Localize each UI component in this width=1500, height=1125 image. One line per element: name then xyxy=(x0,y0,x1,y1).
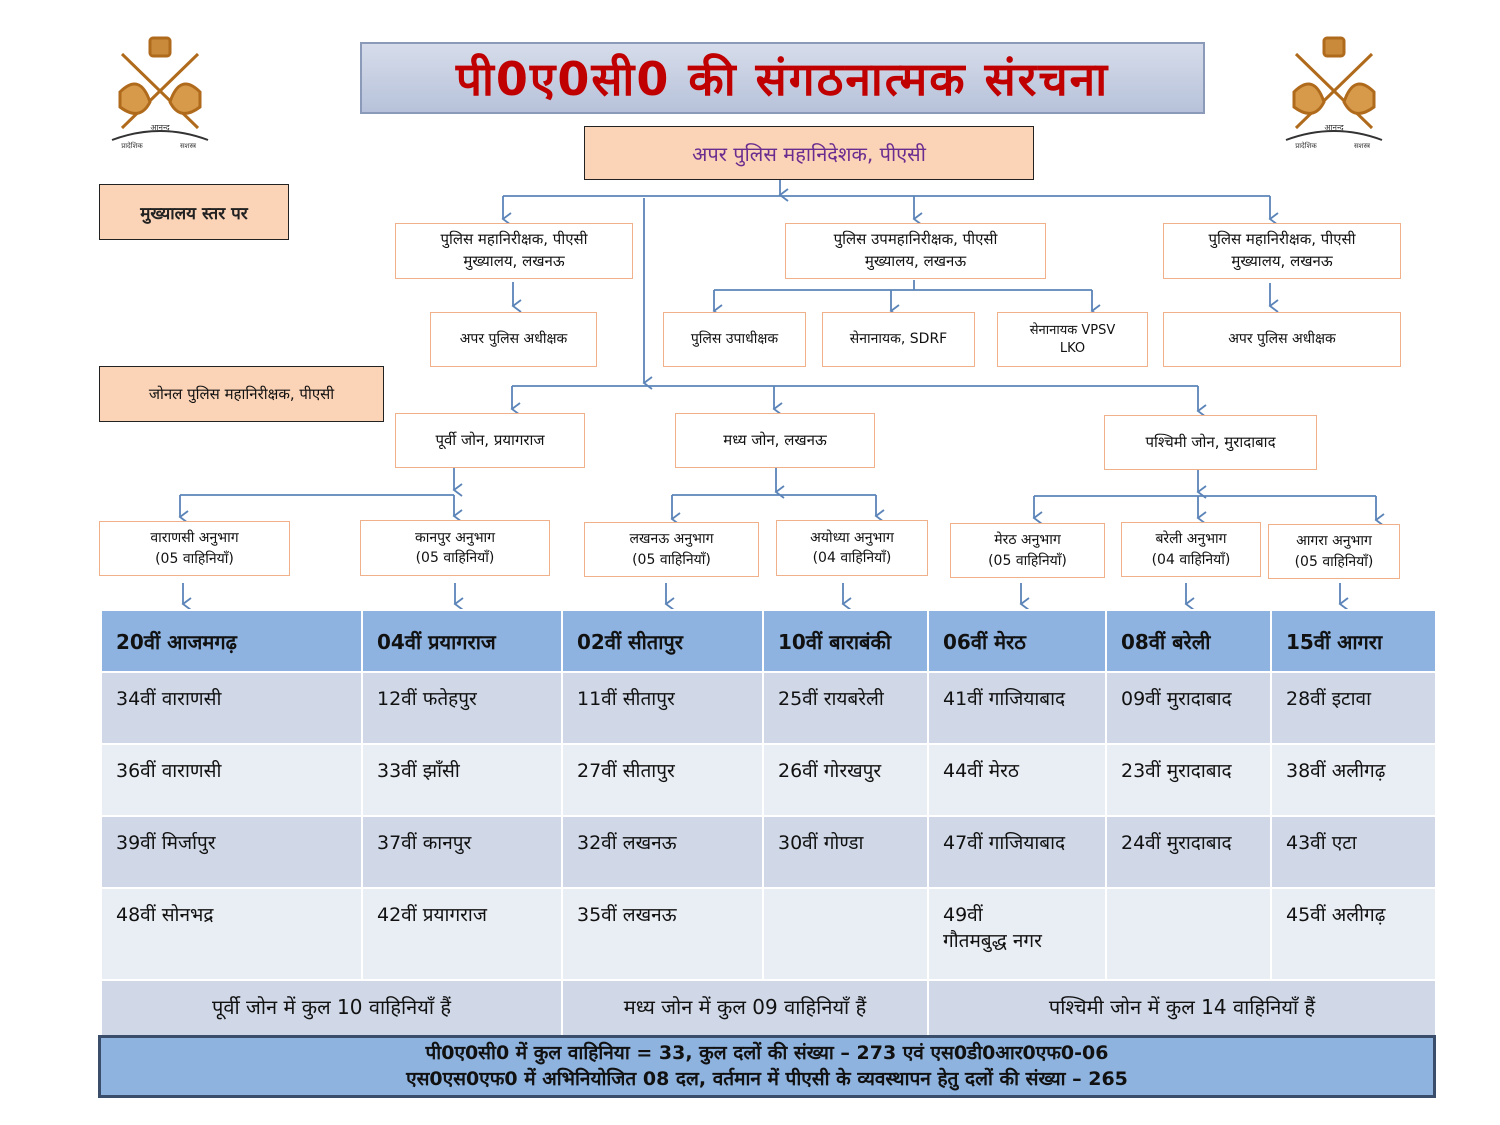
total-central: मध्य जोन में कुल 09 वाहिनियाँ हैं xyxy=(562,980,928,1076)
ig-hq-left-box xyxy=(395,223,633,279)
table-header-cell: 10वीं बाराबंकी xyxy=(763,610,928,672)
section-meerut-box xyxy=(950,523,1105,578)
section-count: (05 वाहिनियाँ) xyxy=(155,550,234,567)
page-title: पी0ए0सी0 की संगठनात्मक संरचना xyxy=(455,52,1110,106)
table-cell xyxy=(763,888,928,980)
table-row xyxy=(101,744,1436,816)
table-cell: 48वीं सोनभद्र xyxy=(101,888,362,980)
table-cell: 43वीं एटा xyxy=(1271,816,1436,888)
section-name: कानपुर अनुभाग xyxy=(414,529,496,546)
table-row xyxy=(101,816,1436,888)
summary-line-1: पी0ए0सी0 में कुल वाहिनिया = 33, कुल दलों की संख्या – 273 एवं एस0डी0आर0एफ0-06 xyxy=(425,1041,1109,1064)
asp-right-box xyxy=(1163,312,1401,367)
svg-text:सशस्त्र: सशस्त्र xyxy=(1353,142,1371,150)
table-cell: 24वीं मुरादाबाद xyxy=(1106,816,1271,888)
section-count: (04 वाहिनियाँ) xyxy=(1151,551,1231,568)
section-count: (04 वाहिनियाँ) xyxy=(812,550,892,566)
commandant-sdrf-box xyxy=(822,312,975,367)
table-cell: 33वीं झाँसी xyxy=(362,744,562,816)
table-header-cell: 06वीं मेरठ xyxy=(928,610,1106,672)
asp-left-label: अपर पुलिस अधीक्षक xyxy=(459,331,568,348)
emblem-motto: आनन्द xyxy=(150,123,170,132)
table-cell: 49वीं गौतमबुद्ध नगर xyxy=(928,888,1106,980)
zonal-ig-label-box xyxy=(99,366,384,422)
zonal-ig-label: जोनल पुलिस महानिरीक्षक, पीएसी xyxy=(148,385,335,403)
table-header-row xyxy=(101,610,1436,672)
section-ayodhya-box xyxy=(776,520,928,576)
commandant-vpsv-box xyxy=(997,312,1148,367)
table-cell: 27वीं सीतापुर xyxy=(562,744,763,816)
table-row xyxy=(101,672,1436,744)
adg-pac-box xyxy=(584,126,1034,180)
table-cell: 41वीं गाजियाबाद xyxy=(928,672,1106,744)
table-cell: 45वीं अलीगढ़ xyxy=(1271,888,1436,980)
table-cell: 36वीं वाराणसी xyxy=(101,744,362,816)
ig-hq-left-line1: पुलिस महानिरीक्षक, पीएसी xyxy=(440,230,588,249)
table-row xyxy=(101,888,1436,980)
table-cell: 26वीं गोरखपुर xyxy=(763,744,928,816)
table-cell: 38वीं अलीगढ़ xyxy=(1271,744,1436,816)
section-agra-box xyxy=(1268,524,1400,579)
table-cell: 39वीं मिर्जापुर xyxy=(101,816,362,888)
table-cell: 11वीं सीतापुर xyxy=(562,672,763,744)
dig-hq-line1: पुलिस उपमहानिरीक्षक, पीएसी xyxy=(833,230,998,249)
table-cell: 25वीं रायबरेली xyxy=(763,672,928,744)
table-cell: 42वीं प्रयागराज xyxy=(362,888,562,980)
section-varanasi-box xyxy=(99,521,290,576)
section-count: (05 वाहिनियाँ) xyxy=(1294,553,1374,570)
dsp-box xyxy=(663,312,806,367)
table-cell: 44वीं मेरठ xyxy=(928,744,1106,816)
table-cell: 32वीं लखनऊ xyxy=(562,816,763,888)
battalion-table xyxy=(100,609,1437,1077)
section-name: अयोध्या अनुभाग xyxy=(810,529,894,546)
table-header-cell: 20वीं आजमगढ़ xyxy=(101,610,362,672)
zone-east-box xyxy=(395,413,585,468)
adg-pac-label: अपर पुलिस महानिदेशक, पीएसी xyxy=(692,141,926,166)
section-kanpur-box xyxy=(360,520,550,576)
ig-hq-right-line2: मुख्यालय, लखनऊ xyxy=(1231,252,1333,270)
zone-west-label: पश्चिमी जोन, मुरादाबाद xyxy=(1145,432,1276,451)
table-header-cell: 08वीं बरेली xyxy=(1106,610,1271,672)
commandant-sdrf-label: सेनानायक, SDRF xyxy=(849,331,948,348)
total-west: पश्चिमी जोन में कुल 14 वाहिनियाँ हैं xyxy=(928,980,1436,1076)
table-header-cell: 04वीं प्रयागराज xyxy=(362,610,562,672)
ig-hq-right-box xyxy=(1163,223,1401,279)
table-cell: 09वीं मुरादाबाद xyxy=(1106,672,1271,744)
zone-east-label: पूर्वी जोन, प्रयागराज xyxy=(435,430,545,449)
table-cell: 28वीं इटावा xyxy=(1271,672,1436,744)
summary-footer xyxy=(98,1035,1436,1098)
section-name: आगरा अनुभाग xyxy=(1296,533,1372,550)
table-header-cell: 15वीं आगरा xyxy=(1271,610,1436,672)
commandant-vpsv-line2: LKO xyxy=(1059,340,1086,356)
svg-text:आनन्द: आनन्द xyxy=(1324,123,1344,132)
table-cell: 23वीं मुरादाबाद xyxy=(1106,744,1271,816)
table-header-cell: 02वीं सीतापुर xyxy=(562,610,763,672)
section-name: वाराणसी अनुभाग xyxy=(150,530,239,547)
table-cell: 37वीं कानपुर xyxy=(362,816,562,888)
table-cell xyxy=(1106,888,1271,980)
ig-hq-left-line2: मुख्यालय, लखनऊ xyxy=(463,252,565,270)
asp-right-label: अपर पुलिस अधीक्षक xyxy=(1228,331,1336,348)
asp-left-box xyxy=(430,312,597,367)
svg-text:सशस्त्र: सशस्त्र xyxy=(179,142,197,150)
hq-level-label-box xyxy=(99,184,289,240)
summary-line-2: एस0एस0एफ0 में अभिनियोजित 08 दल, वर्तमान में पीएसी के व्यवस्थापन हेतु दलों की संख्या – 265 xyxy=(406,1067,1128,1090)
dig-hq-line2: मुख्यालय, लखनऊ xyxy=(864,252,967,270)
table-cell: 35वीं लखनऊ xyxy=(562,888,763,980)
section-bareilly-box xyxy=(1121,522,1261,577)
dig-hq-box xyxy=(785,223,1046,279)
section-name: लखनऊ अनुभाग xyxy=(629,531,714,548)
svg-text:प्रादेशिक: प्रादेशिक xyxy=(1295,142,1317,150)
section-count: (05 वाहिनियाँ) xyxy=(632,551,711,568)
table-cell: 47वीं गाजियाबाद xyxy=(928,816,1106,888)
svg-text:प्रादेशिक: प्रादेशिक xyxy=(121,142,143,150)
table-cell: 30वीं गोण्डा xyxy=(763,816,928,888)
section-count: (05 वाहिनियाँ) xyxy=(988,552,1067,569)
dsp-label: पुलिस उपाधीक्षक xyxy=(690,331,779,348)
table-cell: 34वीं वाराणसी xyxy=(101,672,362,744)
zone-west-box xyxy=(1104,415,1317,470)
commandant-vpsv-line1: सेनानायक VPSV xyxy=(1029,322,1116,338)
section-lucknow-box xyxy=(584,522,759,577)
table-cell: 12वीं फतेहपुर xyxy=(362,672,562,744)
hq-level-label: मुख्यालय स्तर पर xyxy=(140,203,248,224)
section-count: (05 वाहिनियाँ) xyxy=(415,550,495,566)
total-east: पूर्वी जोन में कुल 10 वाहिनियाँ हैं xyxy=(101,980,562,1076)
ig-hq-right-line1: पुलिस महानिरीक्षक, पीएसी xyxy=(1208,230,1356,249)
zone-central-box xyxy=(675,413,875,468)
section-name: मेरठ अनुभाग xyxy=(994,532,1061,549)
zone-central-label: मध्य जोन, लखनऊ xyxy=(723,430,827,449)
section-name: बरेली अनुभाग xyxy=(1155,531,1227,548)
